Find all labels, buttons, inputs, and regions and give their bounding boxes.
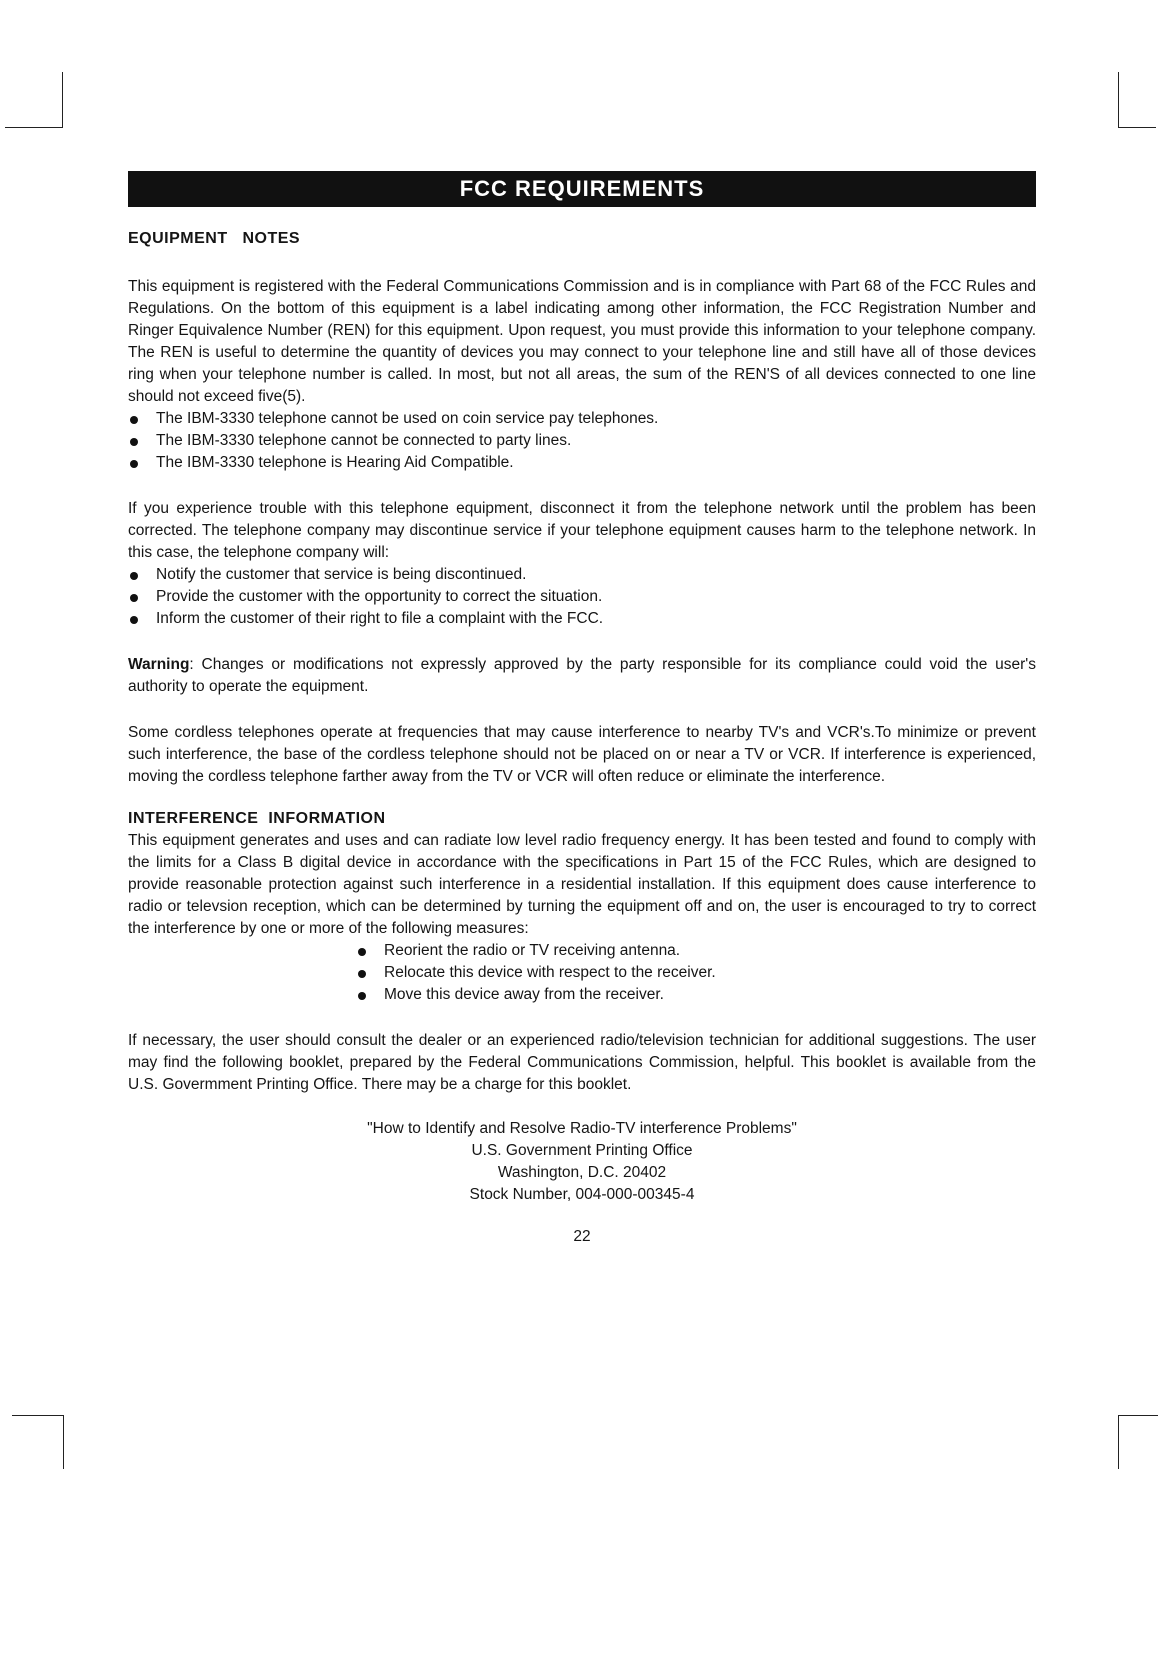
warning-paragraph	[128, 654, 1036, 698]
page-number: 22	[573, 1228, 591, 1245]
trouble-paragraph: If you experience trouble with this telephone equipment, disconnect it from the telephone network until the problem has been corrected. The telephone company may discontinue service if your telephone equipment causes harm to the telephone network. In this case, the telephone company will:	[128, 500, 1036, 561]
crop-mark	[63, 1415, 64, 1469]
booklet-stock-number: Stock Number, 004-000-00345-4	[469, 1186, 695, 1203]
equipment-notes-heading: EQUIPMENT NOTES	[128, 230, 301, 247]
crop-mark	[62, 72, 63, 128]
list-item: The IBM-3330 telephone cannot be connected to party lines.	[128, 430, 1036, 452]
list-item: Inform the customer of their right to file a complaint with the FCC.	[128, 608, 1036, 630]
list-item: Reorient the radio or TV receiving antenna.	[356, 940, 1036, 962]
list-item: The IBM-3330 telephone cannot be used on coin service pay telephones.	[128, 408, 1036, 430]
crop-mark	[12, 1415, 64, 1416]
crop-mark	[1118, 127, 1156, 128]
crop-mark	[1118, 72, 1119, 128]
cordless-paragraph: Some cordless telephones operate at frequencies that may cause interference to nearby TV's and VCR's.To minimize or prevent such interference, the base of the cordless telephone should not be placed on or near a TV or VCR. If interference is experienced, moving the cordless telephone farther away from the TV or VCR will often reduce or eliminate the interference.	[128, 724, 1036, 785]
warning-label: Warning	[128, 656, 190, 673]
crop-mark	[5, 127, 63, 128]
booklet-title: "How to Identify and Resolve Radio-TV interference Problems"	[367, 1120, 797, 1137]
interference-heading: INTERFERENCE INFORMATION	[128, 810, 386, 827]
crop-mark	[1118, 1415, 1158, 1416]
document-body	[128, 228, 1036, 1248]
additional-paragraph: If necessary, the user should consult the dealer or an experienced radio/television technician for additional suggestions. The user may find the following booklet, prepared by the Federal Communications Commission, helpful. This booklet is available from the U.S. Govermment Printing Office. There may be a charge for this booklet.	[128, 1032, 1036, 1093]
booklet-city: Washington, D.C. 20402	[497, 1164, 667, 1181]
booklet-office: U.S. Government Printing Office	[471, 1142, 693, 1159]
crop-mark	[1118, 1415, 1119, 1469]
equipment-notes-paragraph: This equipment is registered with the Federal Communications Commission and is in compliance with Part 68 of the FCC Rules and Regulations. On the bottom of this equipment is a label indicating among other information, the FCC Registration Number and Ringer Equivalence Number (REN) for this equipment. Upon request, you must provide this information to your telephone company. The REN is useful to determine the quantity of devices you may connect to your telephone line and still have all of those devices ring when your telephone number is called. In most, but not all areas, the sum of the REN'S of all devices connected to one line should not exceed five(5).	[128, 278, 1036, 405]
list-item: The IBM-3330 telephone is Hearing Aid Compatible.	[128, 452, 1036, 474]
trouble-bullets	[128, 564, 1036, 630]
list-item: Provide the customer with the opportunity to correct the situation.	[128, 586, 1036, 608]
list-item: Relocate this device with respect to the receiver.	[356, 962, 1036, 984]
list-item: Move this device away from the receiver.	[356, 984, 1036, 1006]
interference-paragraph: This equipment generates and uses and can radiate low level radio frequency energy. It has been tested and found to comply with the limits for a Class B digital device in accordance with the specifications in Part 15 of the FCC Rules, which are designed to provide reasonable protection against such interference in a residential installation. If this equipment does cause interference to radio or televsion reception, which can be determined by turning the equipment off and on, the user is encouraged to try to correct the interference by one or more of the following measures:	[128, 832, 1036, 937]
list-item: Notify the customer that service is being discontinued.	[128, 564, 1036, 586]
page-title-bar	[128, 171, 1036, 207]
booklet-citation	[128, 1118, 1036, 1206]
page-title: FCC REQUIREMENTS	[459, 176, 705, 201]
equipment-bullets	[128, 408, 1036, 474]
warning-text: : Changes or modifications not expressly approved by the party responsible for its compliance could void the user's authority to operate the equipment.	[128, 656, 1036, 695]
interference-bullets	[356, 940, 1036, 1006]
